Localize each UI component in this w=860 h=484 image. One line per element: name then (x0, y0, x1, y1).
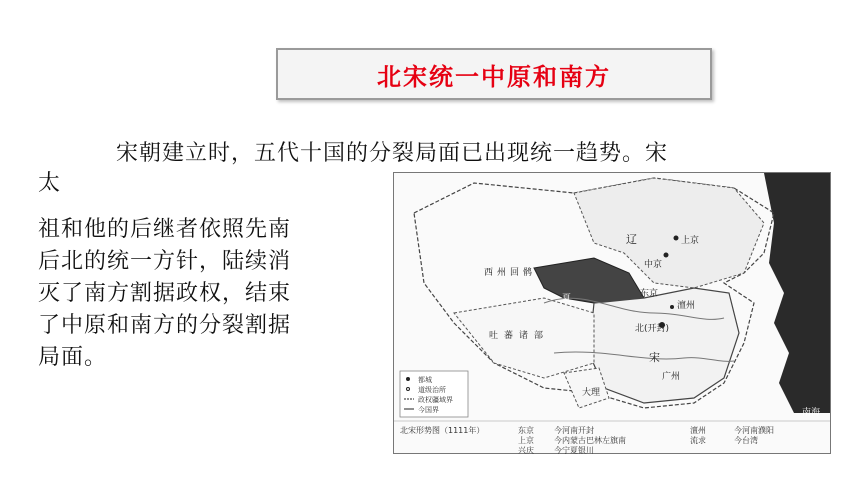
sea-area (764, 173, 830, 413)
label-zhongjing: 中京 (644, 260, 663, 270)
song-dynasty-map (393, 172, 831, 454)
label-shangjing: 上京 (681, 236, 700, 246)
legend-item: 政权疆域界 (418, 396, 453, 404)
label-chanzhou: 澶州 (677, 301, 696, 311)
label-bei-kaifeng: 北(开封) (635, 324, 670, 334)
label-liao: 辽 (626, 233, 637, 246)
label-guangzhou: 广州 (662, 372, 681, 382)
legend-item: 都城 (418, 376, 432, 384)
note-name: 流求 (690, 436, 706, 445)
city-chanzhou (670, 305, 674, 309)
note-name: 上京 (518, 436, 534, 445)
page-title: 北宋统一中原和南方 (377, 62, 611, 91)
note-name: 澶州 (690, 426, 706, 435)
note-value: 今内蒙古巴林左旗南 (554, 436, 626, 445)
note-value: 今河南开封 (554, 426, 594, 435)
paragraph-line: 灭了南方割据政权，结束 (38, 281, 292, 306)
label-tubo: 吐蕃诸部 (489, 331, 550, 341)
label-xizhou-huihu: 西州回鹘 (484, 268, 537, 278)
label-dongjing: 东京 (640, 289, 659, 299)
label-nanhai: 南海 (802, 408, 821, 418)
label-dali: 大理 (582, 388, 601, 398)
paragraph-line: 了中原和南方的分裂割据 (38, 313, 292, 338)
paragraph-line: 局面。 (38, 345, 108, 370)
note-value: 今台湾 (734, 436, 758, 445)
city-shangjing (674, 236, 679, 241)
note-value: 今河南濮阳 (734, 426, 774, 435)
map-drawing (394, 173, 830, 453)
paragraph-line-1: 宋朝建立时，五代十国的分裂局面已出现统一趋势。宋 (116, 141, 669, 166)
label-song: 宋 (649, 351, 660, 364)
paragraph-body (38, 214, 358, 374)
city-zhongjing (664, 253, 669, 258)
note-name: 兴庆 (518, 446, 534, 455)
map-caption: 北宋形势图（1111年） (400, 426, 485, 435)
label-xixia: 夏 (562, 294, 572, 304)
paragraph-line-2: 太 (38, 171, 61, 196)
note-value: 今宁夏银川 (554, 446, 594, 455)
title-box (276, 48, 712, 100)
paragraph-line: 祖和他的后继者依照先南 (38, 217, 292, 242)
legend-item: 今国界 (418, 406, 439, 414)
paragraph-line: 后北的统一方针，陆续消 (38, 249, 292, 274)
note-name: 东京 (518, 426, 534, 435)
legend-item: 道级治所 (418, 386, 446, 394)
